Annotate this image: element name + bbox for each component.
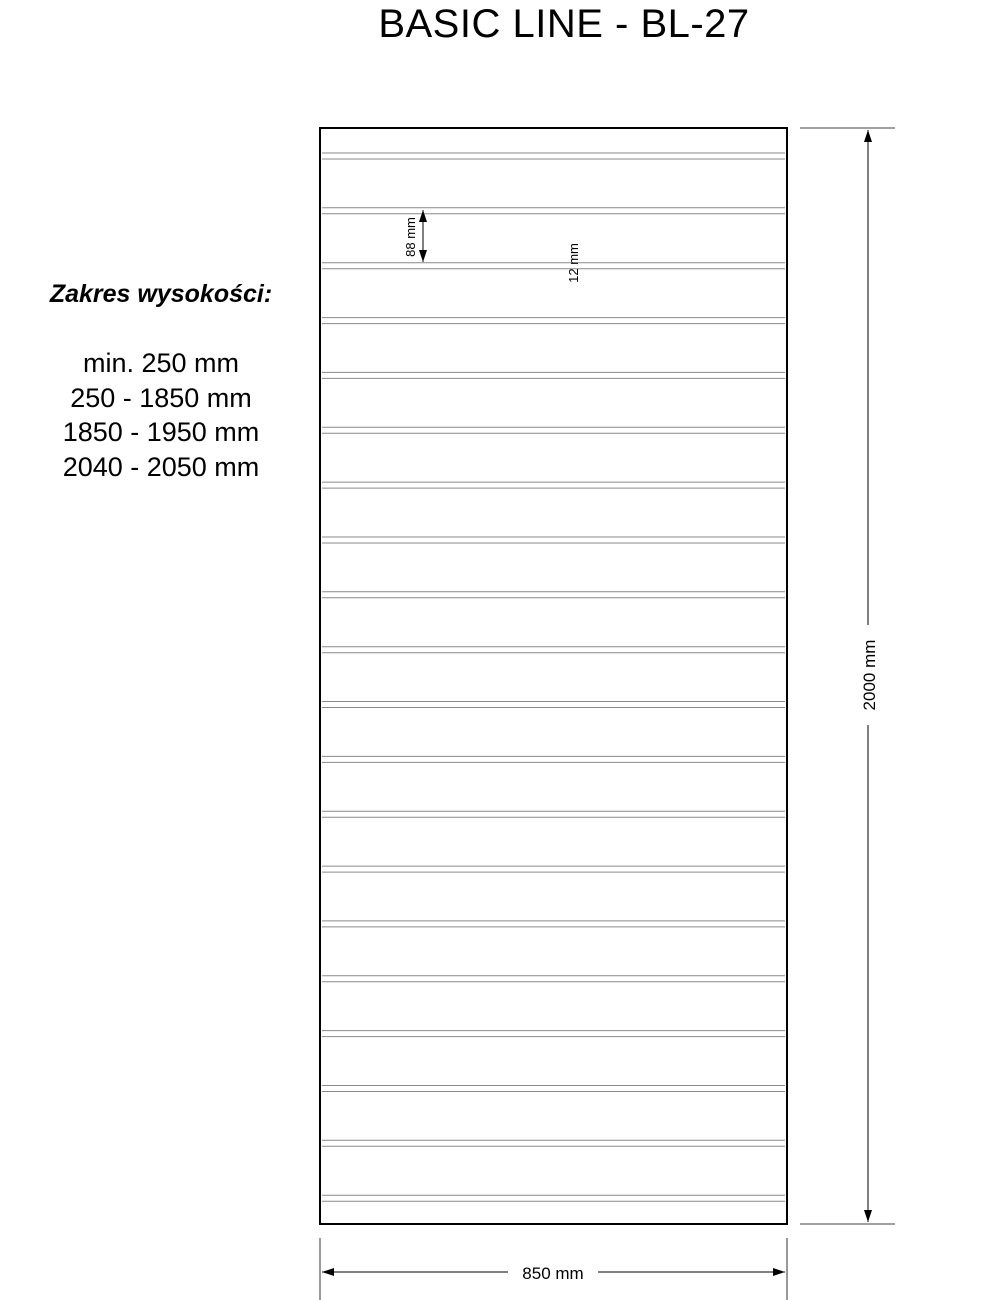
height-range-item: min. 250 mm (82, 348, 240, 378)
width-dimension-label: 850 mm (522, 1264, 584, 1283)
slat-dimension-label: 88 mm (403, 217, 418, 257)
drawing-title: BASIC LINE - BL-27 (378, 2, 750, 46)
gap-dimension-label: 12 mm (566, 243, 581, 283)
height-range-heading: Zakres wysokości: (49, 280, 273, 308)
height-dimension-label: 2000 mm (860, 639, 879, 711)
height-range-item: 1850 - 1950 mm (62, 417, 260, 447)
door-panel-outline (320, 128, 787, 1224)
width-dimension (320, 1238, 787, 1300)
height-range-item: 250 - 1850 mm (70, 382, 252, 413)
height-range-item: 2040 - 2050 mm (62, 451, 260, 482)
height-dimension (800, 128, 895, 1224)
gap-dimension (566, 243, 581, 283)
